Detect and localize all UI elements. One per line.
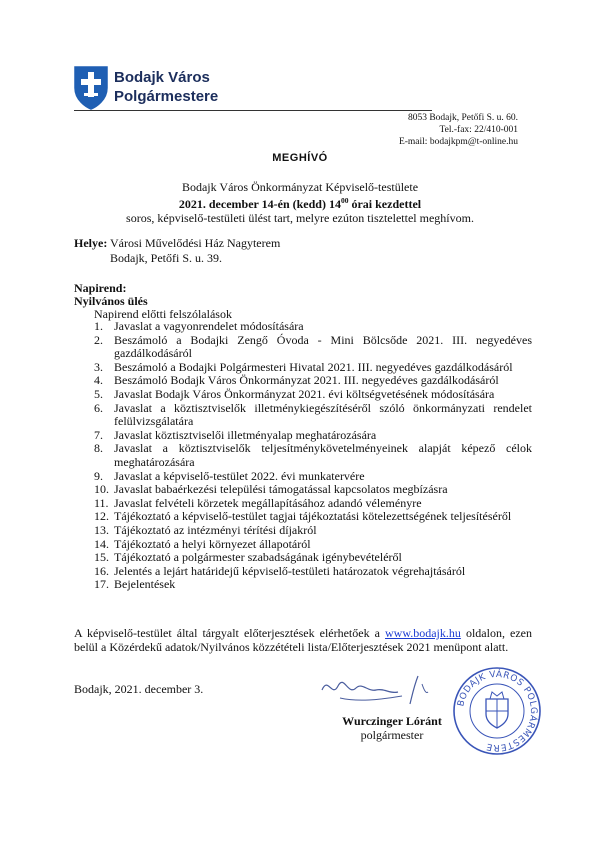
document-title: MEGHÍVÓ: [272, 152, 328, 164]
agenda-item: [94, 551, 532, 565]
org-name-line1: Bodajk Város: [114, 69, 210, 86]
agenda-item-number: 6.: [94, 400, 103, 415]
session-type: Nyilvános ülés: [74, 294, 148, 308]
venue-label: Helye:: [74, 236, 108, 250]
address-text: 8053 Bodajk, Petőfi S. u. 60.: [407, 113, 518, 123]
org-name: [114, 68, 218, 106]
agenda-item-number: 13.: [94, 522, 109, 537]
email-text: E-mail: bodajkpm@t-online.hu: [398, 137, 518, 147]
agenda-item-text: Tájékoztató a helyi környezet állapotáról: [114, 536, 311, 551]
contact-block: [399, 112, 518, 148]
venue-line2: Bodajk, Petőfi S. u. 39.: [110, 251, 223, 265]
agenda-item-number: 2.: [94, 332, 103, 347]
agenda-item-number: 16.: [94, 563, 109, 578]
phone-text: Tel.-fax: 22/410-001: [439, 125, 518, 135]
agenda-item: [94, 429, 532, 443]
agenda-item: [94, 320, 532, 334]
meeting-datetime: [0, 194, 600, 211]
agenda-item-text: Jelentés a lejárt határidejű képviselő-testületi határozatok végrehajtásáról: [114, 563, 466, 578]
agenda-item-number: 11.: [94, 495, 109, 510]
pre-agenda-item: Napirend előtti felszólalások: [94, 307, 232, 321]
agenda-item-number: 12.: [94, 509, 109, 524]
agenda-item: [94, 361, 532, 375]
agenda-item-number: 9.: [94, 468, 103, 483]
agenda-heading: Napirend:: [74, 281, 127, 295]
agenda-item: [94, 538, 532, 552]
agenda-item-text: Javaslat felvételi körzetek megállapításához adandó véleményre: [114, 495, 422, 510]
agenda-item: [94, 334, 532, 361]
agenda-item-text: Beszámoló a Bodajki Polgármesteri Hivatal 2021. III. negyedéves gazdálkodásáról: [114, 359, 513, 374]
signer-name: Wurczinger Lóránt: [342, 714, 442, 728]
agenda-item-number: 4.: [94, 373, 103, 388]
agenda-item-text: Beszámoló a Bodajki Zengő Óvoda - Mini Bölcsőde 2021. III. negyedéves gazdálkodásáról: [114, 332, 532, 361]
agenda-item: [94, 578, 532, 592]
place-date: Bodajk, 2021. december 3.: [74, 682, 204, 696]
agenda-item: [94, 442, 532, 469]
intro-line3: soros, képviselő-testületi ülést tart, melyre ezúton tisztelettel meghívom.: [126, 211, 474, 225]
agenda-item-number: 5.: [94, 386, 103, 401]
header-divider: [74, 110, 432, 111]
agenda-item: [94, 510, 532, 524]
meeting-time-suffix: órai kezdettel: [348, 197, 422, 211]
invitation-intro: [0, 180, 600, 225]
venue-line1: Városi Művelődési Ház Nagyterem: [110, 236, 281, 250]
agenda-item-number: 3.: [94, 359, 103, 374]
agenda-item-number: 10.: [94, 482, 109, 497]
website-link[interactable]: www.bodajk.hu: [385, 626, 461, 640]
org-name-line2: Polgármestere: [114, 88, 219, 105]
meeting-time-minutes: 00: [340, 196, 349, 205]
agenda-item-text: Javaslat Bodajk Város Önkormányzat 2021. évi költségvetésének módosítására: [114, 386, 495, 401]
agenda-item: [94, 374, 532, 388]
agenda-item-text: Javaslat a köztisztviselők illetménykiegészítéséről szóló önkormányzati rendelet felülvizsgálatára: [114, 400, 532, 429]
agenda-item: [94, 497, 532, 511]
agenda-list: [94, 320, 532, 592]
signer-role: polgármester: [360, 728, 424, 742]
agenda-item-text: Beszámoló Bodajk Város Önkormányzat 2021. III. negyedéves gazdálkodásáról: [114, 373, 499, 388]
agenda-item-number: 14.: [94, 536, 109, 551]
agenda-item: [94, 470, 532, 484]
agenda-item-text: Javaslat a képviselő-testület 2022. évi munkatervére: [114, 468, 365, 483]
venue-block: [74, 236, 280, 266]
agenda-item-text: Javaslat a vagyonrendelet módosítására: [114, 319, 304, 333]
agenda-item: [94, 565, 532, 579]
agenda-item-text: Javaslat a köztisztviselők teljesítménykövetelményeinek alapját képező célok meghatározására: [114, 441, 532, 469]
agenda-item: [94, 388, 532, 402]
agenda-item-number: 1.: [94, 319, 103, 333]
official-stamp-icon: [452, 666, 542, 756]
stamp-text: BODAJK VÁROS POLGÁRMESTERE: [456, 669, 539, 753]
agenda-item-text: Bejelentések: [114, 577, 176, 592]
intro-line1: Bodajk Város Önkormányzat Képviselő-testülete: [181, 180, 419, 194]
agenda-header: [74, 282, 148, 308]
agenda-item-number: 7.: [94, 427, 103, 442]
meeting-date: 2021. december 14-én (kedd) 14: [178, 197, 341, 211]
agenda-item-text: Javaslat köztisztviselői illetményalap meghatározására: [114, 427, 377, 442]
closing-paragraph: [74, 626, 532, 654]
handwritten-signature: [318, 668, 438, 712]
closing-text-after: oldalon, ezen belül a Közérdekű adatok/Nyilvános közzétételi lista/Előterjesztések 2021 menüpont alatt.: [74, 626, 532, 654]
signer-block: [332, 714, 452, 742]
agenda-item: [94, 483, 532, 497]
closing-text-before: A képviselő-testület által tárgyalt előterjesztések elérhetőek a: [74, 626, 386, 640]
agenda-item-number: 17.: [94, 577, 109, 592]
coat-of-arms-logo-icon: [74, 66, 108, 110]
agenda-item-text: Tájékoztató az intézményi térítési díjakról: [114, 522, 317, 537]
agenda-item-number: 15.: [94, 550, 109, 565]
agenda-item: [94, 524, 532, 538]
agenda-item: [94, 402, 532, 429]
agenda-item-text: Javaslat babaérkezési települési támogatással kapcsolatos megbízásra: [114, 482, 448, 497]
agenda-item-text: Tájékoztató a képviselő-testület tagjai tájékoztatási kötelezettségének teljesítéséről: [114, 509, 512, 524]
agenda-item-number: 8.: [94, 441, 103, 456]
agenda-item-text: Tájékoztató a polgármester szabadságának igénybevételéről: [114, 550, 402, 565]
